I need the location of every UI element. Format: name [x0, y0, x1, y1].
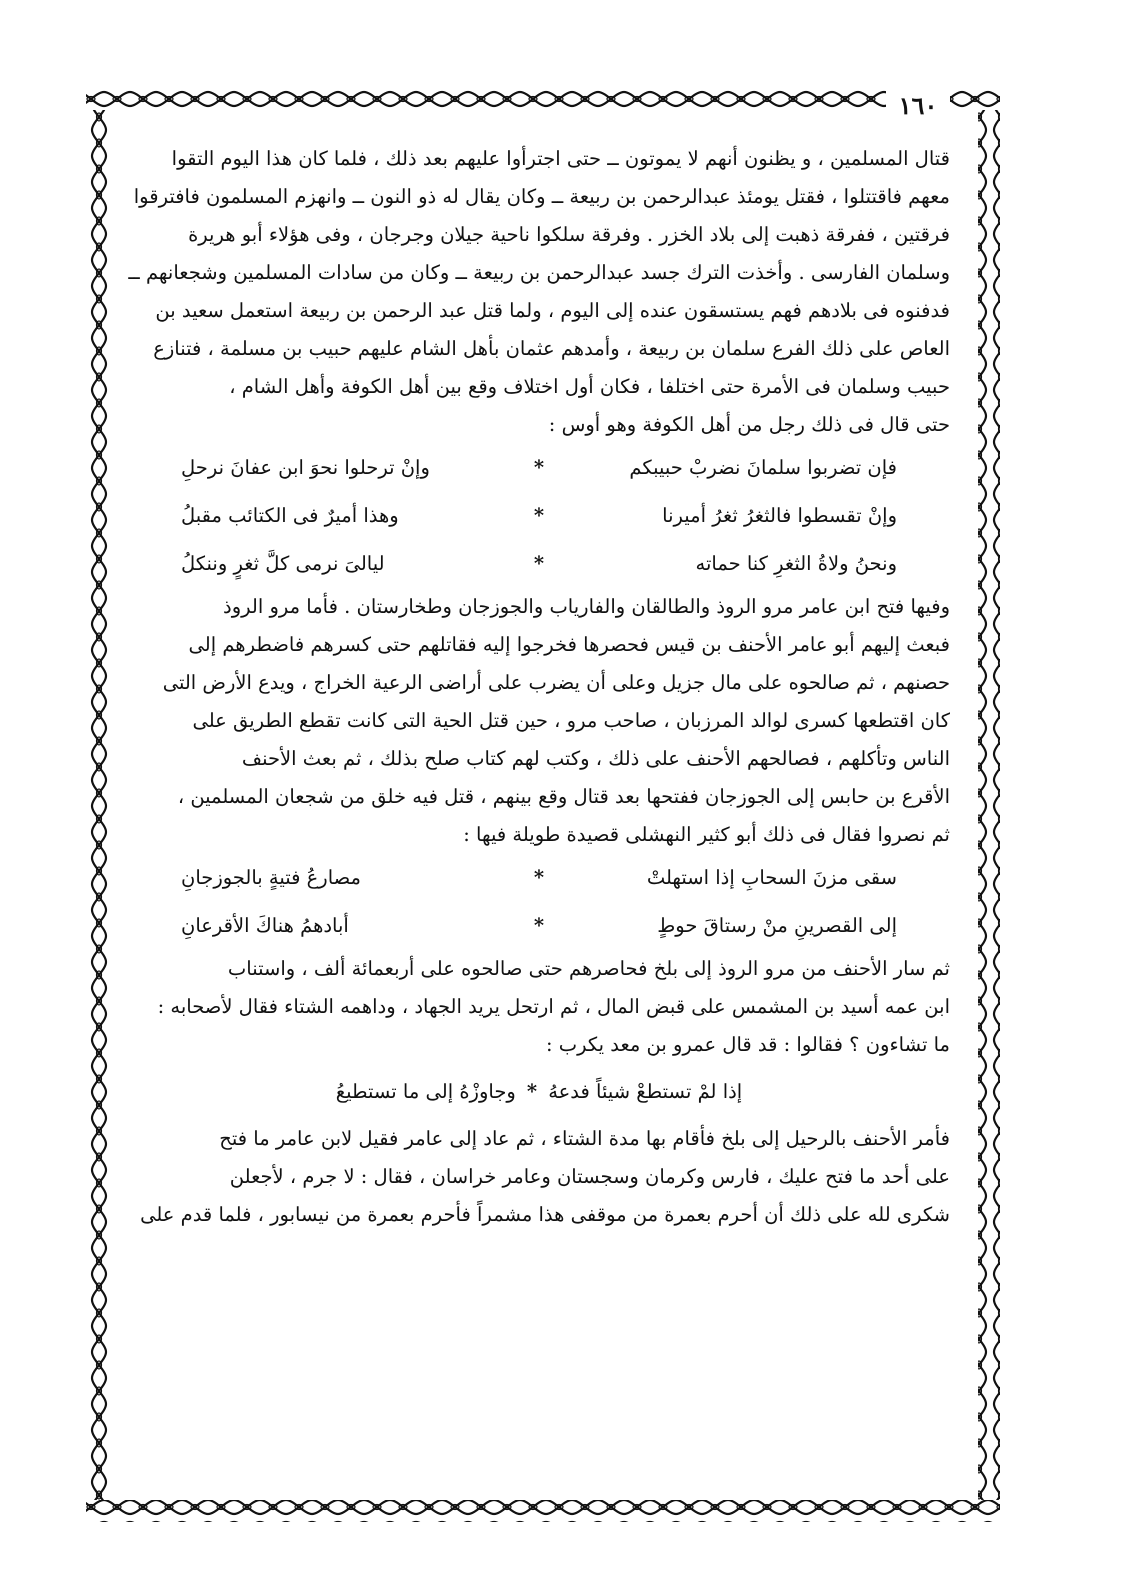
verse-separator: *	[533, 504, 545, 527]
poem-1	[128, 444, 950, 588]
main-text	[128, 140, 950, 1490]
text-line: العاص على ذلك الفرع سلمان بن ربيعة ، وأمدهم عثمان بأهل الشام عليهم حبيب بن مسلمة ، فتنازع	[153, 337, 950, 360]
text-line: معهم فاقتتلوا ، فقتل يومئذ عبدالرحمن بن ربيعة ــ وكان يقال له ذو النون ــ وانهزم المسلمون فافترقوا	[133, 185, 950, 208]
hemistich-second: ليالىَ نرمى كلَّ ثغرٍ وننكلُ	[181, 552, 385, 575]
paragraph-3	[128, 950, 950, 1064]
border-left	[86, 110, 108, 1500]
hemistich-second: وهذا أميرٌ فى الكتائب مقبلُ	[181, 504, 399, 527]
verse-line	[128, 854, 950, 902]
text-line: ما تشاءون ؟ فقالوا : قد قال عمرو بن معد يكرب :	[545, 1033, 950, 1056]
text-line: فبعث إليهم أبو عامر الأحنف بن قيس فحصرها فخرجوا إليه فقاتلهم حتى كسرهم فاضطرهم إلى	[188, 633, 950, 656]
page-number: ١٦٠	[898, 91, 938, 120]
verse-separator: *	[533, 552, 545, 575]
verse-line	[128, 492, 950, 540]
hemistich-second: وإنْ ترحلوا نحوَ ابن عفانَ نرحلِ	[181, 456, 430, 479]
text-line: ثم نصروا فقال فى ذلك أبو كثير النهشلى قصيدة طويلة فيها :	[463, 823, 950, 846]
text-line: الناس وتأكلهم ، فصالحهم الأحنف على ذلك ، وكتب لهم كتاب صلح بذلك ، ثم بعث الأحنف	[241, 747, 950, 770]
text-line: حبيب وسلمان فى الأمرة حتى اختلفا ، فكان أول اختلاف وقع بين أهل الكوفة وأهل الشام ،	[229, 375, 950, 398]
paragraph-1	[128, 140, 950, 444]
border-top	[86, 88, 886, 110]
hemistich-first: إذا لمْ تستطعْ شيئاً فدعهُ	[548, 1080, 743, 1103]
verse-separator: *	[526, 1080, 538, 1103]
verse-line	[128, 444, 950, 492]
poem-2	[128, 854, 950, 950]
text-line: حصنهم ، ثم صالحوه على مال جزيل وعلى أن يضرب على أراضى الرعية الخراج ، ويدع الأرض التى	[162, 671, 950, 694]
verse-line	[128, 902, 950, 950]
hemistich-first: فإن تضربوا سلمانَ نضربْ حبيبكم	[629, 456, 897, 479]
hemistich-first: سقى مزنَ السحابِ إذا استهلتْ	[646, 866, 897, 889]
text-line: وفيها فتح ابن عامر مرو الروذ والطالقان والفارياب والجوزجان وطخارستان . فأما مرو الروذ	[223, 595, 950, 618]
verse-separator: *	[533, 866, 545, 889]
text-line: حتى قال فى ذلك رجل من أهل الكوفة وهو أوس :	[548, 413, 950, 436]
hemistich-first: إلى القصرينِ منْ رستاقَ حوطٍ	[657, 914, 897, 937]
text-line: فدفنوه فى بلادهم فهم يستسقون عنده إلى اليوم ، ولما قتل عبد الرحمن بن ربيعة استعمل سعيد بن	[155, 299, 950, 322]
text-line: قتال المسلمين ، و يظنون أنهم لا يموتون ــ حتى اجترأوا عليهم بعد ذلك ، فلما كان هذا اليوم التقوا	[171, 147, 950, 170]
hemistich-first: ونحنُ ولاةُ الثغرِ كنا حماته	[695, 552, 897, 575]
border-top-right	[950, 88, 1000, 110]
paragraph-4	[128, 1120, 950, 1234]
hemistich-second: مصارعُ فتيةٍ بالجوزجانِ	[181, 866, 361, 889]
border-right	[978, 110, 1000, 1500]
verse-separator: *	[533, 914, 545, 937]
text-line: فأمر الأحنف بالرحيل إلى بلخ فأقام بها مدة الشتاء ، ثم عاد إلى عامر فقيل لابن عامر ما فتح	[219, 1127, 950, 1150]
hemistich-second: وجاوزْهُ إلى ما تستطيعُ	[335, 1080, 516, 1103]
text-line: ثم سار الأحنف من مرو الروذ إلى بلخ فحاصرهم حتى صالحوه على أربعمائة ألف ، واستناب	[227, 957, 950, 980]
text-line: وسلمان الفارسى . وأخذت الترك جسد عبدالرحمن بن ربيعة ــ وكان من سادات المسلمين وشجعانهم ــ	[128, 261, 950, 284]
text-line: ابن عمه أسيد بن المشمس على قبض المال ، ثم ارتحل يريد الجهاد ، وداهمه الشتاء فقال لأصحابه :	[157, 995, 950, 1018]
hemistich-first: وإنْ تقسطوا فالثغرُ ثغرُ أميرنا	[662, 504, 897, 527]
text-line: فرقتين ، ففرقة ذهبت إلى بلاد الخزر . وفرقة سلكوا ناحية جيلان وجرجان ، وفى هؤلاء أبو هريرة	[188, 223, 950, 246]
border-bottom	[86, 1500, 1000, 1522]
verse-separator: *	[533, 456, 545, 479]
text-line: شكرى لله على ذلك أن أحرم بعمرة من موقفى هذا مشمراً فأحرم بعمرة من نيسابور ، فلما قدم على	[140, 1203, 950, 1226]
text-line: كان اقتطعها كسرى لوالد المرزبان ، صاحب مرو ، حين قتل الحية التى كانت تقطع الطريق على	[192, 709, 950, 732]
text-line: على أحد ما فتح عليك ، فارس وكرمان وسجستان وعامر خراسان ، فقال : لا جرم ، لأجعلن	[229, 1165, 950, 1188]
verse-line	[128, 540, 950, 588]
paragraph-2	[128, 588, 950, 854]
verse-quote	[128, 1064, 950, 1120]
hemistich-second: أبادهمُ هناكَ الأقرعانِ	[181, 914, 349, 937]
text-line: الأقرع بن حابس إلى الجوزجان ففتحها بعد قتال وقع بينهم ، قتل فيه خلق من شجعان المسلمين ،	[177, 785, 950, 808]
